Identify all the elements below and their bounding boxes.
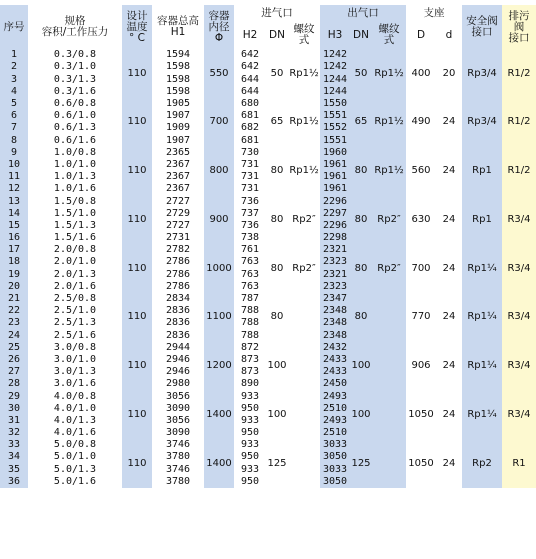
row-spec: 1.5/0.8	[28, 195, 122, 207]
row-seq: 1	[0, 49, 28, 61]
row-spec: 0.6/1.3	[28, 122, 122, 134]
row-seq: 14	[0, 207, 28, 219]
row-seq: 20	[0, 281, 28, 293]
group-support-D: 490	[406, 98, 436, 147]
row-height-h1: 2980	[152, 378, 204, 390]
row-height-h1: 3056	[152, 390, 204, 402]
group-inlet-thread: Rp2″	[288, 195, 320, 244]
group-support-d: 24	[436, 390, 462, 439]
row-height-h1: 2786	[152, 256, 204, 268]
group-diameter: 1000	[204, 244, 234, 293]
row-height-h1: 2367	[152, 183, 204, 195]
row-inlet-h2: 950	[234, 427, 266, 439]
row-height-h1: 2367	[152, 171, 204, 183]
group-inlet-thread	[288, 390, 320, 439]
row-inlet-h2: 731	[234, 183, 266, 195]
group-drain: R3/4	[502, 293, 536, 342]
row-spec: 4.0/0.8	[28, 390, 122, 402]
row-height-h1: 1905	[152, 98, 204, 110]
row-height-h1: 1907	[152, 110, 204, 122]
row-outlet-h3: 2432	[320, 342, 350, 354]
group-support-d: 24	[436, 439, 462, 488]
header-inlet-h2: H2	[234, 21, 266, 49]
row-spec: 5.0/0.8	[28, 439, 122, 451]
group-diameter: 1200	[204, 342, 234, 391]
group-inlet-thread	[288, 293, 320, 342]
group-outlet-thread: Rp1½	[372, 98, 406, 147]
row-inlet-h2: 642	[234, 49, 266, 61]
group-design-temp: 110	[122, 195, 152, 244]
group-inlet-dn: 80	[266, 195, 288, 244]
row-outlet-h3: 2433	[320, 354, 350, 366]
row-spec: 3.0/0.8	[28, 342, 122, 354]
group-safety-valve: Rp1	[462, 195, 502, 244]
group-support-D: 906	[406, 342, 436, 391]
row-inlet-h2: 933	[234, 390, 266, 402]
table-row	[0, 195, 536, 207]
row-seq: 21	[0, 293, 28, 305]
group-drain: R1	[502, 439, 536, 488]
row-inlet-h2: 933	[234, 463, 266, 475]
row-outlet-h3: 2298	[320, 232, 350, 244]
row-height-h1: 3090	[152, 402, 204, 414]
group-support-d: 24	[436, 147, 462, 196]
group-inlet-thread: Rp1½	[288, 98, 320, 147]
row-seq: 31	[0, 415, 28, 427]
row-seq: 19	[0, 268, 28, 280]
table-row	[0, 293, 536, 305]
group-outlet-thread: Rp2″	[372, 195, 406, 244]
row-outlet-h3: 2348	[320, 317, 350, 329]
row-inlet-h2: 763	[234, 268, 266, 280]
group-design-temp: 110	[122, 147, 152, 196]
row-spec: 0.3/1.3	[28, 73, 122, 85]
row-height-h1: 2367	[152, 159, 204, 171]
group-design-temp: 110	[122, 98, 152, 147]
group-support-D: 1050	[406, 390, 436, 439]
row-outlet-h3: 1551	[320, 110, 350, 122]
row-seq: 27	[0, 366, 28, 378]
row-outlet-h3: 1552	[320, 122, 350, 134]
row-inlet-h2: 787	[234, 293, 266, 305]
group-diameter: 1400	[204, 439, 234, 488]
header-drain: 排污 阀 接口	[502, 5, 536, 49]
group-inlet-thread: Rp1½	[288, 147, 320, 196]
group-design-temp: 110	[122, 293, 152, 342]
row-seq: 29	[0, 390, 28, 402]
group-support-D: 400	[406, 49, 436, 98]
header-spec: 规格 容积/工作压力	[28, 5, 122, 49]
row-outlet-h3: 3033	[320, 463, 350, 475]
table-body	[0, 49, 536, 488]
header-seq: 序号	[0, 5, 28, 49]
table-row	[0, 390, 536, 402]
table-row	[0, 49, 536, 61]
header-outlet: 出气口	[320, 5, 406, 21]
header-support-D: D	[406, 21, 436, 49]
group-support-D: 630	[406, 195, 436, 244]
header-diameter: 容器 内径 Φ	[204, 5, 234, 49]
group-inlet-dn: 65	[266, 98, 288, 147]
row-outlet-h3: 2321	[320, 244, 350, 256]
group-inlet-dn: 80	[266, 244, 288, 293]
row-spec: 2.5/0.8	[28, 293, 122, 305]
row-seq: 24	[0, 329, 28, 341]
row-height-h1: 3056	[152, 415, 204, 427]
row-seq: 25	[0, 342, 28, 354]
group-support-D: 560	[406, 147, 436, 196]
group-outlet-thread: Rp1½	[372, 147, 406, 196]
row-height-h1: 2365	[152, 147, 204, 159]
row-spec: 2.5/1.6	[28, 329, 122, 341]
group-diameter: 550	[204, 49, 234, 98]
row-outlet-h3: 3050	[320, 451, 350, 463]
row-seq: 4	[0, 86, 28, 98]
header-safety-valve: 安全阀 接口	[462, 5, 502, 49]
group-support-D: 1050	[406, 439, 436, 488]
row-height-h1: 1598	[152, 86, 204, 98]
group-inlet-thread: Rp2″	[288, 244, 320, 293]
group-inlet-dn: 100	[266, 342, 288, 391]
group-drain: R1/2	[502, 49, 536, 98]
row-height-h1: 1594	[152, 49, 204, 61]
row-height-h1: 2946	[152, 366, 204, 378]
row-inlet-h2: 873	[234, 354, 266, 366]
row-spec: 0.6/0.8	[28, 98, 122, 110]
group-drain: R1/2	[502, 147, 536, 196]
row-outlet-h3: 2450	[320, 378, 350, 390]
group-design-temp: 110	[122, 244, 152, 293]
row-seq: 9	[0, 147, 28, 159]
row-seq: 35	[0, 463, 28, 475]
header-inlet: 进气口	[234, 5, 320, 21]
row-outlet-h3: 2323	[320, 256, 350, 268]
row-seq: 22	[0, 305, 28, 317]
header-outlet-thread: 螺纹 式	[372, 21, 406, 49]
row-outlet-h3: 2433	[320, 366, 350, 378]
group-design-temp: 110	[122, 390, 152, 439]
row-inlet-h2: 736	[234, 195, 266, 207]
row-height-h1: 2731	[152, 232, 204, 244]
row-height-h1: 2727	[152, 220, 204, 232]
row-seq: 33	[0, 439, 28, 451]
row-height-h1: 2727	[152, 195, 204, 207]
row-height-h1: 2836	[152, 317, 204, 329]
group-inlet-thread	[288, 439, 320, 488]
group-inlet-dn: 100	[266, 390, 288, 439]
group-support-d: 24	[436, 98, 462, 147]
row-seq: 23	[0, 317, 28, 329]
row-outlet-h3: 2323	[320, 281, 350, 293]
row-seq: 18	[0, 256, 28, 268]
row-height-h1: 2782	[152, 244, 204, 256]
row-outlet-h3: 1244	[320, 86, 350, 98]
header-design-temp: 设计 温度 ° C	[122, 5, 152, 49]
group-drain: R3/4	[502, 195, 536, 244]
row-inlet-h2: 736	[234, 220, 266, 232]
row-height-h1: 3746	[152, 439, 204, 451]
row-seq: 32	[0, 427, 28, 439]
row-spec: 4.0/1.6	[28, 427, 122, 439]
group-support-d: 20	[436, 49, 462, 98]
group-drain: R3/4	[502, 390, 536, 439]
row-spec: 5.0/1.3	[28, 463, 122, 475]
table-row	[0, 439, 536, 451]
group-outlet-dn: 80	[350, 147, 372, 196]
group-support-D: 700	[406, 244, 436, 293]
row-inlet-h2: 730	[234, 147, 266, 159]
row-spec: 1.0/1.6	[28, 183, 122, 195]
group-outlet-dn: 100	[350, 390, 372, 439]
row-spec: 0.3/1.6	[28, 86, 122, 98]
group-safety-valve: Rp1¼	[462, 342, 502, 391]
row-spec: 3.0/1.3	[28, 366, 122, 378]
row-seq: 34	[0, 451, 28, 463]
row-outlet-h3: 2348	[320, 305, 350, 317]
row-outlet-h3: 3033	[320, 439, 350, 451]
group-safety-valve: Rp1¼	[462, 293, 502, 342]
row-seq: 28	[0, 378, 28, 390]
group-support-d: 24	[436, 244, 462, 293]
row-inlet-h2: 950	[234, 402, 266, 414]
row-height-h1: 1907	[152, 134, 204, 146]
vessel-spec-table	[0, 5, 536, 488]
row-spec: 5.0/1.0	[28, 451, 122, 463]
row-seq: 10	[0, 159, 28, 171]
row-seq: 5	[0, 98, 28, 110]
row-inlet-h2: 788	[234, 329, 266, 341]
row-spec: 0.3/1.0	[28, 61, 122, 73]
group-support-D: 770	[406, 293, 436, 342]
group-outlet-dn: 65	[350, 98, 372, 147]
header-support-d: d	[436, 21, 462, 49]
group-outlet-dn: 100	[350, 342, 372, 391]
row-seq: 17	[0, 244, 28, 256]
row-height-h1: 2786	[152, 268, 204, 280]
table-row	[0, 244, 536, 256]
row-spec: 1.5/1.0	[28, 207, 122, 219]
row-spec: 0.3/0.8	[28, 49, 122, 61]
group-outlet-thread	[372, 293, 406, 342]
row-outlet-h3: 1551	[320, 134, 350, 146]
row-outlet-h3: 2510	[320, 402, 350, 414]
group-inlet-dn: 80	[266, 293, 288, 342]
row-seq: 16	[0, 232, 28, 244]
group-outlet-dn: 80	[350, 293, 372, 342]
row-inlet-h2: 642	[234, 61, 266, 73]
row-seq: 8	[0, 134, 28, 146]
row-spec: 5.0/1.6	[28, 476, 122, 488]
group-safety-valve: Rp1	[462, 147, 502, 196]
group-design-temp: 110	[122, 342, 152, 391]
row-spec: 3.0/1.0	[28, 354, 122, 366]
group-support-d: 24	[436, 195, 462, 244]
row-spec: 2.0/0.8	[28, 244, 122, 256]
row-spec: 3.0/1.6	[28, 378, 122, 390]
group-inlet-dn: 125	[266, 439, 288, 488]
row-height-h1: 2786	[152, 281, 204, 293]
group-outlet-thread: Rp1½	[372, 49, 406, 98]
row-inlet-h2: 788	[234, 305, 266, 317]
header-inlet-dn: DN	[266, 21, 288, 49]
group-diameter: 1400	[204, 390, 234, 439]
row-spec: 1.5/1.6	[28, 232, 122, 244]
row-outlet-h3: 2296	[320, 220, 350, 232]
row-height-h1: 3746	[152, 463, 204, 475]
row-seq: 2	[0, 61, 28, 73]
group-diameter: 900	[204, 195, 234, 244]
row-inlet-h2: 738	[234, 232, 266, 244]
group-drain: R3/4	[502, 342, 536, 391]
row-spec: 0.6/1.6	[28, 134, 122, 146]
group-diameter: 700	[204, 98, 234, 147]
row-spec: 2.0/1.6	[28, 281, 122, 293]
row-spec: 2.5/1.0	[28, 305, 122, 317]
row-inlet-h2: 682	[234, 122, 266, 134]
row-spec: 1.5/1.3	[28, 220, 122, 232]
row-inlet-h2: 761	[234, 244, 266, 256]
group-diameter: 800	[204, 147, 234, 196]
row-outlet-h3: 3050	[320, 476, 350, 488]
row-outlet-h3: 1242	[320, 61, 350, 73]
group-design-temp: 110	[122, 439, 152, 488]
row-seq: 30	[0, 402, 28, 414]
row-seq: 26	[0, 354, 28, 366]
row-inlet-h2: 763	[234, 281, 266, 293]
row-inlet-h2: 933	[234, 439, 266, 451]
group-outlet-thread	[372, 390, 406, 439]
row-height-h1: 2836	[152, 329, 204, 341]
group-outlet-thread	[372, 439, 406, 488]
row-spec: 4.0/1.3	[28, 415, 122, 427]
row-inlet-h2: 872	[234, 342, 266, 354]
row-seq: 7	[0, 122, 28, 134]
group-design-temp: 110	[122, 49, 152, 98]
row-spec: 1.0/0.8	[28, 147, 122, 159]
row-height-h1: 2836	[152, 305, 204, 317]
row-height-h1: 2946	[152, 354, 204, 366]
row-height-h1: 3090	[152, 427, 204, 439]
row-outlet-h3: 2510	[320, 427, 350, 439]
group-outlet-dn: 50	[350, 49, 372, 98]
group-support-d: 24	[436, 293, 462, 342]
group-inlet-thread	[288, 342, 320, 391]
table-row	[0, 98, 536, 110]
row-height-h1: 3780	[152, 476, 204, 488]
row-outlet-h3: 2297	[320, 207, 350, 219]
group-support-d: 24	[436, 342, 462, 391]
group-outlet-thread: Rp2″	[372, 244, 406, 293]
row-outlet-h3: 2493	[320, 390, 350, 402]
row-seq: 11	[0, 171, 28, 183]
header-height: 容器总高 H1	[152, 5, 204, 49]
row-height-h1: 3780	[152, 451, 204, 463]
header-support: 支座	[406, 5, 462, 21]
row-spec: 1.0/1.3	[28, 171, 122, 183]
group-outlet-dn: 125	[350, 439, 372, 488]
row-inlet-h2: 731	[234, 171, 266, 183]
row-inlet-h2: 731	[234, 159, 266, 171]
row-spec: 2.0/1.3	[28, 268, 122, 280]
row-inlet-h2: 950	[234, 476, 266, 488]
group-outlet-dn: 80	[350, 195, 372, 244]
row-spec: 0.6/1.0	[28, 110, 122, 122]
group-safety-valve: Rp1¼	[462, 390, 502, 439]
table-row	[0, 147, 536, 159]
row-outlet-h3: 2493	[320, 415, 350, 427]
row-height-h1: 1598	[152, 73, 204, 85]
row-outlet-h3: 1244	[320, 73, 350, 85]
row-outlet-h3: 1960	[320, 147, 350, 159]
row-outlet-h3: 1242	[320, 49, 350, 61]
group-safety-valve: Rp2	[462, 439, 502, 488]
row-height-h1: 1909	[152, 122, 204, 134]
row-inlet-h2: 644	[234, 73, 266, 85]
row-outlet-h3: 2321	[320, 268, 350, 280]
row-seq: 3	[0, 73, 28, 85]
row-inlet-h2: 933	[234, 415, 266, 427]
group-drain: R3/4	[502, 244, 536, 293]
header-inlet-thread: 螺纹 式	[288, 21, 320, 49]
row-seq: 36	[0, 476, 28, 488]
group-drain: R1/2	[502, 98, 536, 147]
row-inlet-h2: 681	[234, 134, 266, 146]
row-seq: 13	[0, 195, 28, 207]
group-diameter: 1100	[204, 293, 234, 342]
group-inlet-thread: Rp1½	[288, 49, 320, 98]
row-height-h1: 2729	[152, 207, 204, 219]
group-inlet-dn: 80	[266, 147, 288, 196]
row-inlet-h2: 873	[234, 366, 266, 378]
header-outlet-h3: H3	[320, 21, 350, 49]
group-outlet-dn: 80	[350, 244, 372, 293]
row-seq: 12	[0, 183, 28, 195]
header-outlet-dn: DN	[350, 21, 372, 49]
row-outlet-h3: 1961	[320, 171, 350, 183]
row-spec: 2.5/1.3	[28, 317, 122, 329]
row-height-h1: 2944	[152, 342, 204, 354]
row-spec: 4.0/1.0	[28, 402, 122, 414]
row-outlet-h3: 1961	[320, 183, 350, 195]
row-height-h1: 2834	[152, 293, 204, 305]
row-spec: 2.0/1.0	[28, 256, 122, 268]
group-safety-valve: Rp3/4	[462, 49, 502, 98]
row-height-h1: 1598	[152, 61, 204, 73]
row-inlet-h2: 763	[234, 256, 266, 268]
row-inlet-h2: 644	[234, 86, 266, 98]
row-seq: 15	[0, 220, 28, 232]
row-inlet-h2: 890	[234, 378, 266, 390]
row-outlet-h3: 1961	[320, 159, 350, 171]
table-row	[0, 342, 536, 354]
row-outlet-h3: 2347	[320, 293, 350, 305]
row-outlet-h3: 2348	[320, 329, 350, 341]
row-inlet-h2: 950	[234, 451, 266, 463]
row-inlet-h2: 788	[234, 317, 266, 329]
row-outlet-h3: 2296	[320, 195, 350, 207]
row-inlet-h2: 681	[234, 110, 266, 122]
row-inlet-h2: 737	[234, 207, 266, 219]
row-spec: 1.0/1.0	[28, 159, 122, 171]
row-inlet-h2: 680	[234, 98, 266, 110]
group-safety-valve: Rp3/4	[462, 98, 502, 147]
row-outlet-h3: 1550	[320, 98, 350, 110]
group-safety-valve: Rp1¼	[462, 244, 502, 293]
group-outlet-thread	[372, 342, 406, 391]
row-seq: 6	[0, 110, 28, 122]
group-inlet-dn: 50	[266, 49, 288, 98]
